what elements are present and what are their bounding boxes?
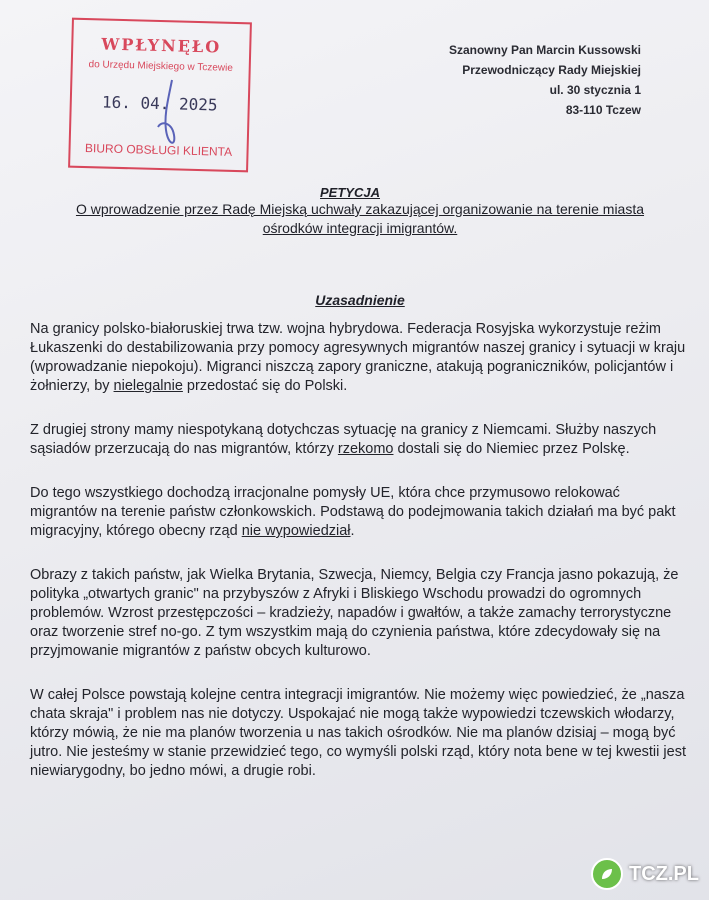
section-heading: Uzasadnienie xyxy=(315,292,405,308)
document-title: PETYCJA xyxy=(320,185,380,200)
text: dostali się do Niemiec przez Polskę. xyxy=(397,441,630,457)
underlined-text: nie wypowiedział xyxy=(241,523,351,539)
subject-line: ośrodków integracji imigrantów. xyxy=(262,220,458,236)
text: . xyxy=(350,523,355,539)
stamp-date: 16. 04. 2025 xyxy=(101,92,218,115)
address-line: Przewodniczący Rady Miejskiej xyxy=(462,63,641,77)
signature-mark xyxy=(150,75,190,155)
address-line: Szanowny Pan Marcin Kussowski xyxy=(448,43,641,57)
leaf-icon xyxy=(591,858,623,890)
text: Do tego wszystkiego dochodzą irracjonalne pomysły UE, która chce przymusowo relokować migrantów na terenie państw członkowskich. Podstawą do podejmowania takich działań ma być pakt migracyjny, którego obecny rząd xyxy=(30,485,676,539)
subject-line: O wprowadzenie przez Radę Miejską uchwały zakazującej organizowanie na terenie miasta xyxy=(75,201,645,217)
addressee-block xyxy=(449,40,641,120)
stamp-department: BIURO OBSŁUGI KLIENTA xyxy=(84,141,233,159)
paragraph: Obrazy z takich państw, jak Wielka Brytania, Szwecja, Niemcy, Belgia czy Francja jasno pokazują, że polityka „otwartych granic" na przybyszów z Afryki i Bliskiego Wschodu prowadzi do ogromnych problemów. Wzrost przestępczości – kradzieży, napadów i gwałtów, a także zamachy terrorystyczne oraz tworzenie stref no-go. Z tym wszystkim mają do czynienia państwa, które zdecydowały się na przyjmowanie migrantów z państw obcych kulturowo. xyxy=(30,567,679,659)
text: Na granicy polsko-białoruskiej trwa tzw. wojna hybrydowa. Federacja Rosyjska wykorzystuje reżim Łukaszenki do destabilizowania przy pomocy agresywnych migrantów naszej granicy i sytuacji w kraju (wprowadzanie niepokoju). Migranci niszczą zapory graniczne, atakują pograniczników, policjantów i żołnierzy, by xyxy=(30,321,686,394)
stamp-title: WPŁYNĘŁO xyxy=(101,34,222,57)
underlined-text: nielegalnie xyxy=(113,378,183,394)
underlined-text: rzekomo xyxy=(337,441,394,457)
address-line: ul. 30 stycznia 1 xyxy=(549,83,641,97)
watermark-text: TCZ.PL xyxy=(629,862,699,885)
document-body xyxy=(30,320,690,806)
text: przedostać się do Polski. xyxy=(186,378,348,394)
paragraph xyxy=(30,421,690,459)
paragraph xyxy=(30,320,690,396)
address-line: 83-110 Tczew xyxy=(565,103,641,117)
text: Z drugiej strony mamy niespotykaną dotychczas sytuację na granicy z Niemcami. Służby naszych sąsiadów przerzucają do nas migrantów, którzy xyxy=(30,422,657,457)
paragraph xyxy=(30,484,690,541)
document-subject xyxy=(40,200,680,238)
site-watermark xyxy=(591,858,699,890)
stamp-office: do Urzędu Miejskiego w Tczewie xyxy=(88,59,234,74)
paragraph: W całej Polsce powstają kolejne centra integracji imigrantów. Nie możemy więc powiedzieć, że „nasza chata skraja" i problem nas nie dotyczy. Uspokajać nie mogą także wypowiedzi tczewskich włodarzy, którzy mówią, że nie ma planów tworzenia u nas takich ośrodków. Nie ma planów dzisiaj – mogą być jutro. Nie jesteśmy w stanie przewidzieć tego, co wymyśli polski rząd, który nota bene w tej kwestii jest niewiarygodny, bo jedno mówi, a drugie robi. xyxy=(30,687,686,779)
